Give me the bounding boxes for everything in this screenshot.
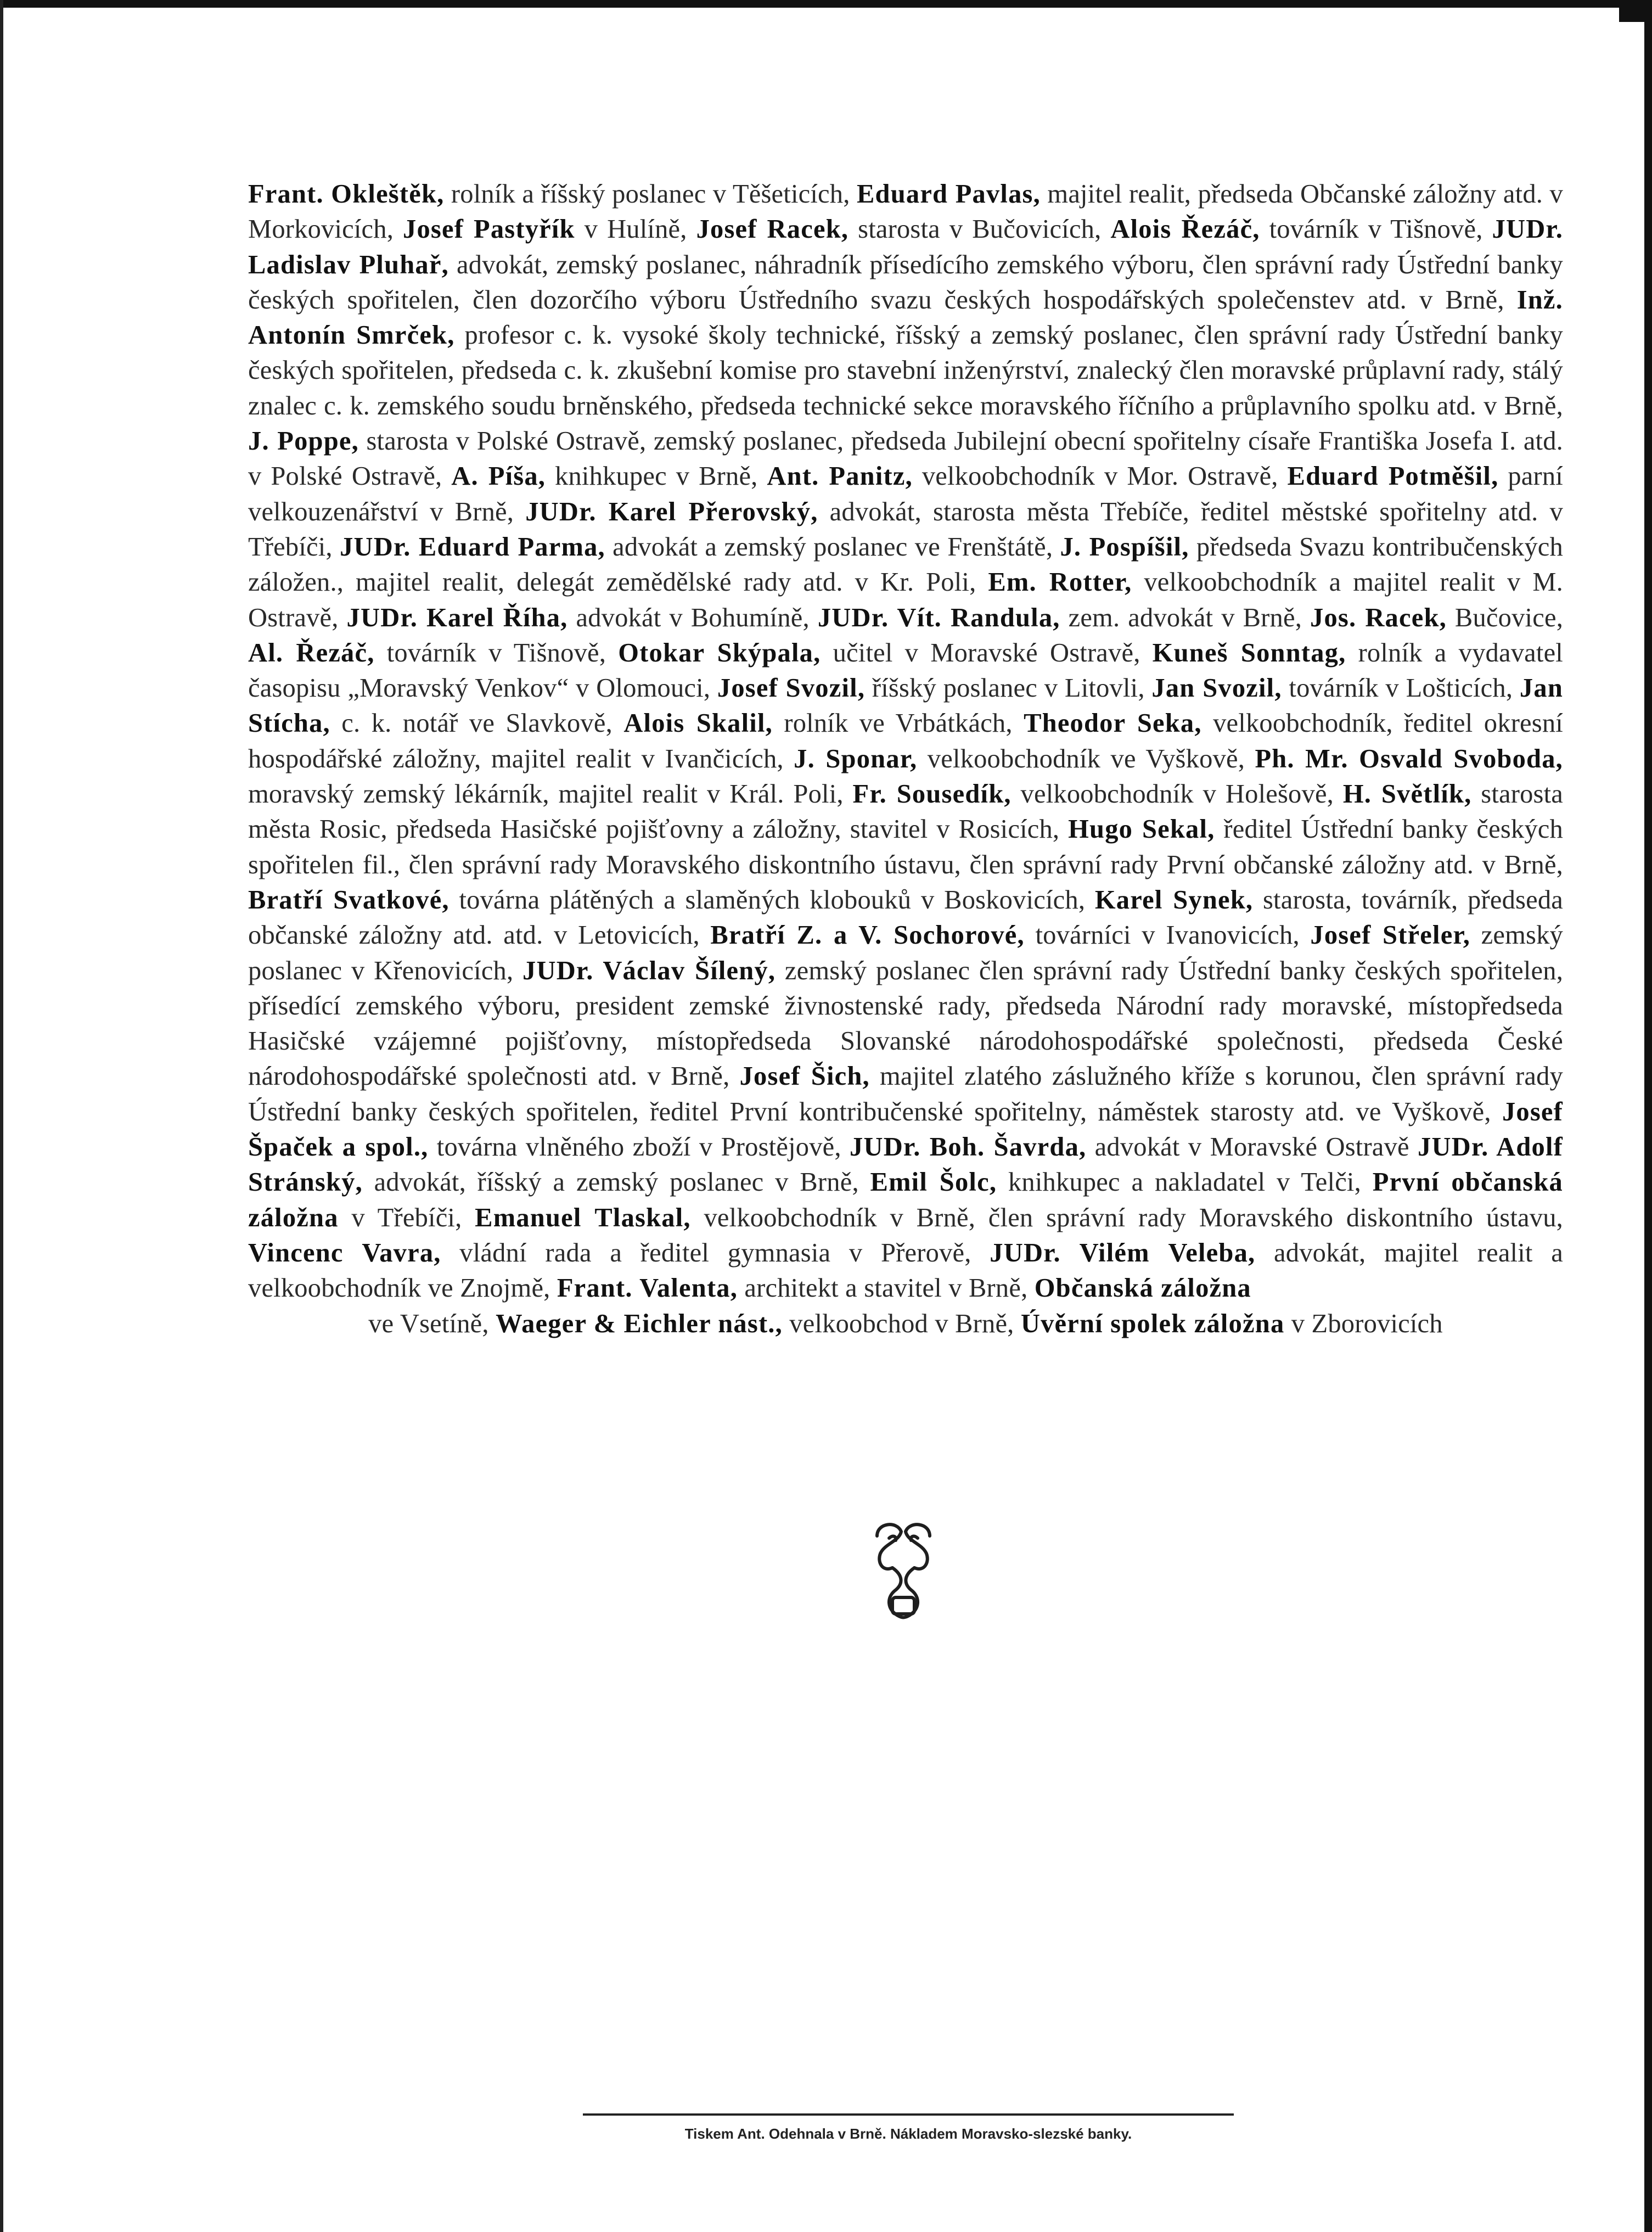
entity-description: architekt a stavitel v Brně, [738,1274,1035,1303]
entity-description: továrník v Lošticích, [1282,674,1520,703]
entity-description: advokát, majitel realit a velkoobchodník ve Znojmě, [248,1238,1563,1303]
paragraph-list [248,180,1563,1303]
entity-description: Bučovice, [1446,603,1564,632]
entity-description: předseda Svazu kontribučenských záložen., majitel realit, delegát zemědělské rady atd. v Kr. Poli, [248,532,1563,597]
entity-name: Bratří Svatkové, [248,885,449,915]
entity-description: velkoobchodník v Brně, člen správní rady Moravského diskontního ústavu, [690,1203,1564,1232]
entity-name: Bratří Z. a V. Sochorové, [710,921,1025,950]
entity-description: profesor c. k. vysoké školy technické, říšský a zemský poslanec, člen správní rady Ústřední banky českých spořitelen, předseda c. k. zkušební komise pro stavební inženýrství, znalecký člen moravské průplavní rady, stálý znalec c. k. zemského soudu brněnského, předseda technické sekce moravského říčního a průplavního spolku atd. v Brně, [248,321,1564,420]
entity-name: Fr. Sousedík, [852,779,1012,809]
entity-description: majitel zlatého záslužného kříže s korunou, člen správní rady Ústřední banky českých spořitelen, ředitel První kontribučenské spořitelny, náměstek starosty atd. ve Vyškově, [248,1062,1564,1126]
entity-description: zem. advokát v Brně, [1060,603,1311,632]
printer-imprint: Tiskem Ant. Odehnala v Brně. Nákladem Moravsko-slezské banky. [684,2126,1132,2142]
entity-description: továrna plátěných a slaměných klobouků v Boskovicích, [449,885,1095,915]
entity-name: Hugo Sekal, [1068,815,1215,844]
entity-description: rolník a říšský poslanec v Těšeticích, [444,180,857,209]
entity-description: v Zborovicích [1284,1309,1443,1338]
scan-border-top [0,0,1652,8]
entity-name: Kuneš Sonntag, [1152,638,1346,668]
entity-description: starosta města Rosic, předseda Hasičské pojišťovny a záložny, stavitel v Rosicích, [248,779,1564,844]
entity-description: v Třebíči, [338,1203,475,1232]
scan-border-right [1644,0,1652,2232]
entity-name: Josef Špaček a spol., [248,1097,1563,1162]
entity-name: Josef Pastyřík [403,215,575,244]
entity-description: rolník a vydavatel časopisu „Moravský Venkov“ v Olomouci, [248,638,1563,703]
entity-description: velkoobchodník v Mor. Ostravě, [912,462,1288,491]
closing-line [248,1306,1563,1342]
entity-description: velkoobchodník ve Vyškově, [917,744,1255,773]
entity-description: ředitel Ústřední banky českých spořitelen fil., člen správní rady Moravského diskontního ústavu, člen správní rady První občanské záložny atd. v Brně, [248,815,1563,879]
entity-name: První občanská záložna [248,1168,1563,1232]
entity-name: Občanská záložna [1034,1274,1251,1303]
entity-description: továrník v Tišnově, [1260,215,1492,244]
entity-description: starosta v Bučovicích, [849,215,1111,244]
entity-description: rolník ve Vrbátkách, [772,709,1024,738]
entity-name: Alois Skalil, [623,709,773,738]
entity-name: Jan Stícha, [248,674,1563,738]
entity-name: Ant. Panitz, [767,462,913,491]
entity-name: J. Sponar, [794,744,918,773]
entity-description: továrníci v Ivanovicích, [1024,921,1311,950]
entity-name: Emanuel Tlaskal, [475,1203,691,1232]
entity-name: JUDr. Eduard Parma, [340,532,605,562]
entity-description: ve Vsetíně, [368,1309,496,1338]
entity-description: velkoobchodník a majitel realit v M. Ostravě, [248,568,1563,632]
entity-name: JUDr. Boh. Šavrda, [850,1132,1087,1162]
entity-description: starosta, továrník, předseda občanské záložny atd. atd. v Letovicích, [248,885,1563,950]
entity-name: Frant. Okleštěk, [248,180,445,209]
entity-name: JUDr. Ladislav Pluhař, [248,215,1564,279]
entity-name: Vincenc Vavra, [248,1238,441,1268]
entity-description: knihkupec v Brně, [546,462,767,491]
entity-name: Theodor Seka, [1024,709,1202,738]
entity-name: Alois Řezáč, [1110,215,1260,244]
entity-name: Al. Řezáč, [248,638,375,668]
entity-description: c. k. notář ve Slavkově, [330,709,624,738]
entity-name: Úvěrní spolek záložna [1020,1309,1285,1338]
entity-name: Josef Střeler, [1310,921,1471,950]
footer-rule [583,2113,1234,2116]
entity-name: Em. Rotter, [988,568,1132,597]
entity-name: Waeger & Eichler nást., [496,1309,783,1338]
entity-description: advokát, starosta města Třebíče, ředitel městské spořitelny atd. v Třebíči, [248,497,1563,562]
entity-description: velkoobchod v Brně, [782,1309,1021,1338]
entity-description: advokát v Bohumíně, [567,603,818,632]
entity-description: advokát, říšský a zemský poslanec v Brně, [362,1168,870,1197]
entity-name: J. Poppe, [248,427,359,456]
entity-description: starosta v Polské Ostravě, zemský poslanec, předseda Jubilejní obecní spořitelny císaře Františka Josefa I. atd. v Polské Ostravě, [248,427,1563,491]
entity-description: moravský zemský lékárník, majitel realit v Král. Poli, [248,779,853,809]
entity-description: vládní rada a ředitel gymnasia v Přerově, [441,1238,990,1268]
entity-description: advokát v Moravské Ostravě [1086,1132,1418,1162]
entity-name: Jos. Racek, [1310,603,1447,632]
entity-description: říšský poslanec v Litovli, [865,674,1152,703]
entity-name: Karel Synek, [1094,885,1254,915]
entity-description: zemský poslanec člen správní rady Ústřední banky českých spořitelen, přísedící zemského výboru, president zemské živnostenské rady, předseda Národní rady moravské, místopředseda Hasičské vzájemné pojišťovny, místopředseda Slovanské národohospodářské společnosti, předseda České národohospodářské společnosti atd. v Brně, [248,956,1564,1091]
entity-name: JUDr. Václav Šílený, [522,956,776,985]
entity-name: A. Píša, [451,462,546,491]
entity-name: JUDr. Vilém Veleba, [990,1238,1256,1268]
entity-name: Josef Šich, [739,1062,870,1091]
entity-name: Emil Šolc, [870,1168,997,1197]
body-text [248,177,1563,1342]
entity-description: advokát, zemský poslanec, náhradník přísedícího zemského výboru, člen správní rady Ústřední banky českých spořitelen, člen dozorčího výboru Ústředního svazu českých hospodářských společenstev atd. v Brně, [248,250,1563,315]
entity-description: majitel realit, předseda Občanské záložny atd. v Morkovicích, [248,180,1564,244]
entity-description: továrník v Tišnově, [374,638,619,668]
entity-name: Eduard Pavlas, [856,180,1041,209]
entity-name: Ph. Mr. Osvald Svoboda, [1255,744,1563,773]
entity-name: Josef Racek, [696,215,849,244]
entity-description: učitel v Moravské Ostravě, [821,638,1153,668]
entity-name: JUDr. Adolf Stránský, [248,1132,1563,1197]
entity-name: J. Pospíšil, [1060,532,1189,562]
entity-name: Otokar Skýpala, [618,638,821,668]
entity-name: Josef Svozil, [717,674,866,703]
entity-name: Jan Svozil, [1151,674,1282,703]
entity-description: advokát a zemský poslanec ve Frenštátě, [605,532,1060,562]
entity-description: v Hulíně, [575,215,696,244]
entity-description: knihkupec a nakladatel v Telči, [997,1168,1373,1197]
entity-name: JUDr. Karel Říha, [346,603,568,632]
entity-name: Eduard Potměšil, [1287,462,1499,491]
entity-name: Frant. Valenta, [557,1274,738,1303]
entity-description: parní velkouzenářství v Brně, [248,462,1563,526]
entity-description: továrna vlněného zboží v Prostějově, [428,1132,850,1162]
entity-name: H. Světlík, [1342,779,1472,809]
entity-name: Inž. Antonín Smrček, [248,285,1563,350]
entity-description: velkoobchodník v Holešově, [1011,779,1343,809]
entity-description: velkoobchodník, ředitel okresní hospodářské záložny, majitel realit v Ivančicích, [248,709,1563,773]
entity-name: JUDr. Vít. Randula, [817,603,1060,632]
entity-name: JUDr. Karel Přerovský, [525,497,818,526]
publisher-monogram-icon [870,1515,936,1623]
scan-border-left [0,0,3,2232]
entity-description: zemský poslanec v Křenovicích, [248,921,1563,985]
